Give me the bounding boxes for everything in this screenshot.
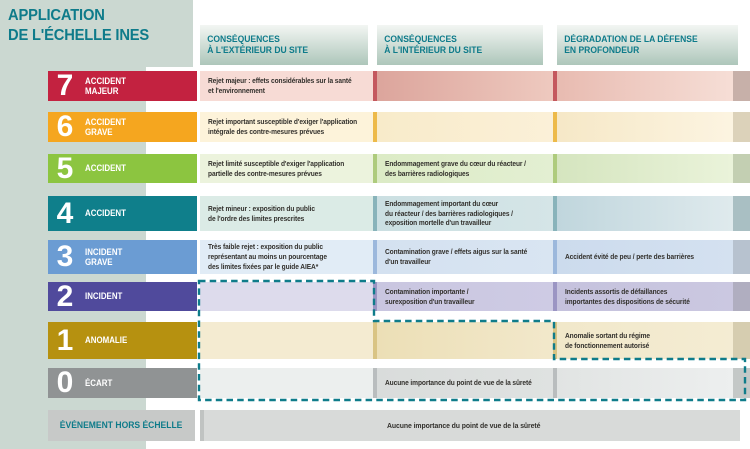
cell-text: Rejet important susceptible d'exiger l'application intégrale des contre-mesures prévues xyxy=(208,117,358,136)
header-line: DÉGRADATION DE LA DÉFENSE xyxy=(564,33,698,45)
cell-text: Aucune importance du point de vue de la sûreté xyxy=(385,378,532,388)
row-right-strip xyxy=(733,154,750,183)
header-line: CONSÉQUENCES xyxy=(207,33,280,45)
cell-level1-col3 xyxy=(553,322,733,359)
cell-level7-col2 xyxy=(373,71,553,101)
level-label: ANOMALIE xyxy=(85,335,128,346)
cell-level4-col1 xyxy=(200,196,373,231)
cell-level6-col2 xyxy=(373,112,553,142)
below-scale-event-text: ÉVÉNEMENT HORS ÉCHELLE xyxy=(60,420,183,431)
cell-level1-col1 xyxy=(200,322,373,359)
cell-level7-col1 xyxy=(200,71,373,101)
level-number: 5 xyxy=(56,151,74,185)
level-number: 6 xyxy=(56,110,74,143)
cell-level2-col2 xyxy=(373,282,553,311)
level-bar-7 xyxy=(48,71,197,101)
cell-level0-col1 xyxy=(200,368,373,398)
level-label: ACCIDENT xyxy=(85,163,126,174)
row-right-strip xyxy=(733,240,750,274)
page-title-line2: DE L'ÉCHELLE INES xyxy=(8,26,150,44)
below-scale-cell-text: Aucune importance du point de vue de la sûreté xyxy=(386,420,541,430)
cell-level0-col3 xyxy=(553,368,733,398)
header-line: EN PROFONDEUR xyxy=(564,45,640,56)
row-right-strip xyxy=(733,71,750,101)
level-bar-1 xyxy=(48,322,197,359)
cell-text: Incidents assortis de défaillances importantes des dispositions de sécurité xyxy=(565,286,690,306)
level-label: ACCIDENT GRAVE xyxy=(85,116,126,137)
cell-level3-col1 xyxy=(200,240,373,274)
level-bar-4 xyxy=(48,196,197,231)
level-label: ACCIDENT MAJEUR xyxy=(85,75,126,96)
level-bar-2 xyxy=(48,279,197,313)
cell-text: Accident évité de peu / perte des barrières xyxy=(565,252,695,262)
column-header-exterior-consequences xyxy=(200,25,368,65)
cell-text: Très faible rejet : exposition du public représentant au moins un pourcentage des limites fixées par le guide AIEA* xyxy=(208,242,327,271)
cell-text: Contamination grave / effets aigus sur la santé d'un travailleur xyxy=(385,247,528,266)
cell-text: Rejet limité susceptible d'exiger l'application partielle des contre-mesures prévues xyxy=(208,158,345,178)
level-number: 3 xyxy=(56,240,74,273)
level-bar-6 xyxy=(48,112,197,142)
cell-level7-col3 xyxy=(553,71,733,101)
header-line: À L'INTÉRIEUR DU SITE xyxy=(384,45,483,56)
cell-level4-col2 xyxy=(373,196,553,231)
row-right-strip xyxy=(733,196,750,231)
level-label: INCIDENT xyxy=(85,291,123,302)
level-number: 7 xyxy=(56,69,74,102)
column-header-interior-consequences xyxy=(377,25,543,65)
row-right-strip xyxy=(733,368,750,398)
page-title-line1: APPLICATION xyxy=(8,7,105,24)
cell-text: Endommagement important du cœur du réacteur / des barrières radiologiques / exposition mortelle d'un travailleur xyxy=(385,198,513,228)
cell-level3-col2 xyxy=(373,240,553,274)
below-scale-event-label xyxy=(48,410,195,441)
header-line: CONSÉQUENCES xyxy=(384,33,457,45)
level-bar-3 xyxy=(48,240,197,274)
cell-text: Rejet mineur : exposition du public de l'ordre des limites prescrites xyxy=(208,203,315,223)
cell-level2-col3 xyxy=(553,282,733,311)
cell-text: Endommagement grave du cœur du réacteur / des barrières radiologiques xyxy=(385,158,526,178)
cell-text: Rejet majeur : effets considérables sur la santé et l'environnement xyxy=(208,76,352,95)
cell-level0-col2 xyxy=(373,368,553,398)
level-label: INCIDENT GRAVE xyxy=(85,246,123,267)
row-right-strip xyxy=(733,322,750,359)
cell-level5-col2 xyxy=(373,154,553,183)
cell-level3-col3 xyxy=(553,240,733,274)
cell-level6-col1 xyxy=(200,112,373,142)
cell-level5-col3 xyxy=(553,154,733,183)
cell-text: Anomalie sortant du régime de fonctionnement autorisé xyxy=(565,330,651,350)
level-number: 2 xyxy=(56,279,74,313)
cell-level6-col3 xyxy=(553,112,733,142)
level-number: 4 xyxy=(56,196,74,230)
cell-level4-col3 xyxy=(553,196,733,231)
cell-level1-col2 xyxy=(373,322,553,359)
level-label: ÉCART xyxy=(85,377,113,388)
level-bar-5 xyxy=(48,151,197,185)
below-scale-event-cell xyxy=(200,410,740,441)
level-bar-0 xyxy=(48,368,197,398)
header-line: À L'EXTÉRIEUR DU SITE xyxy=(207,45,309,56)
row-right-strip xyxy=(733,282,750,311)
level-label: ACCIDENT xyxy=(85,208,126,219)
cell-level2-col1 xyxy=(200,282,373,311)
level-number: 1 xyxy=(56,323,74,357)
page-title xyxy=(8,6,149,45)
cell-level5-col1 xyxy=(200,154,373,183)
level-number: 0 xyxy=(56,366,74,399)
column-header-defense-degradation xyxy=(557,25,738,65)
cell-text: Contamination importante / surexposition d'un travailleur xyxy=(385,286,475,306)
row-right-strip xyxy=(733,112,750,142)
